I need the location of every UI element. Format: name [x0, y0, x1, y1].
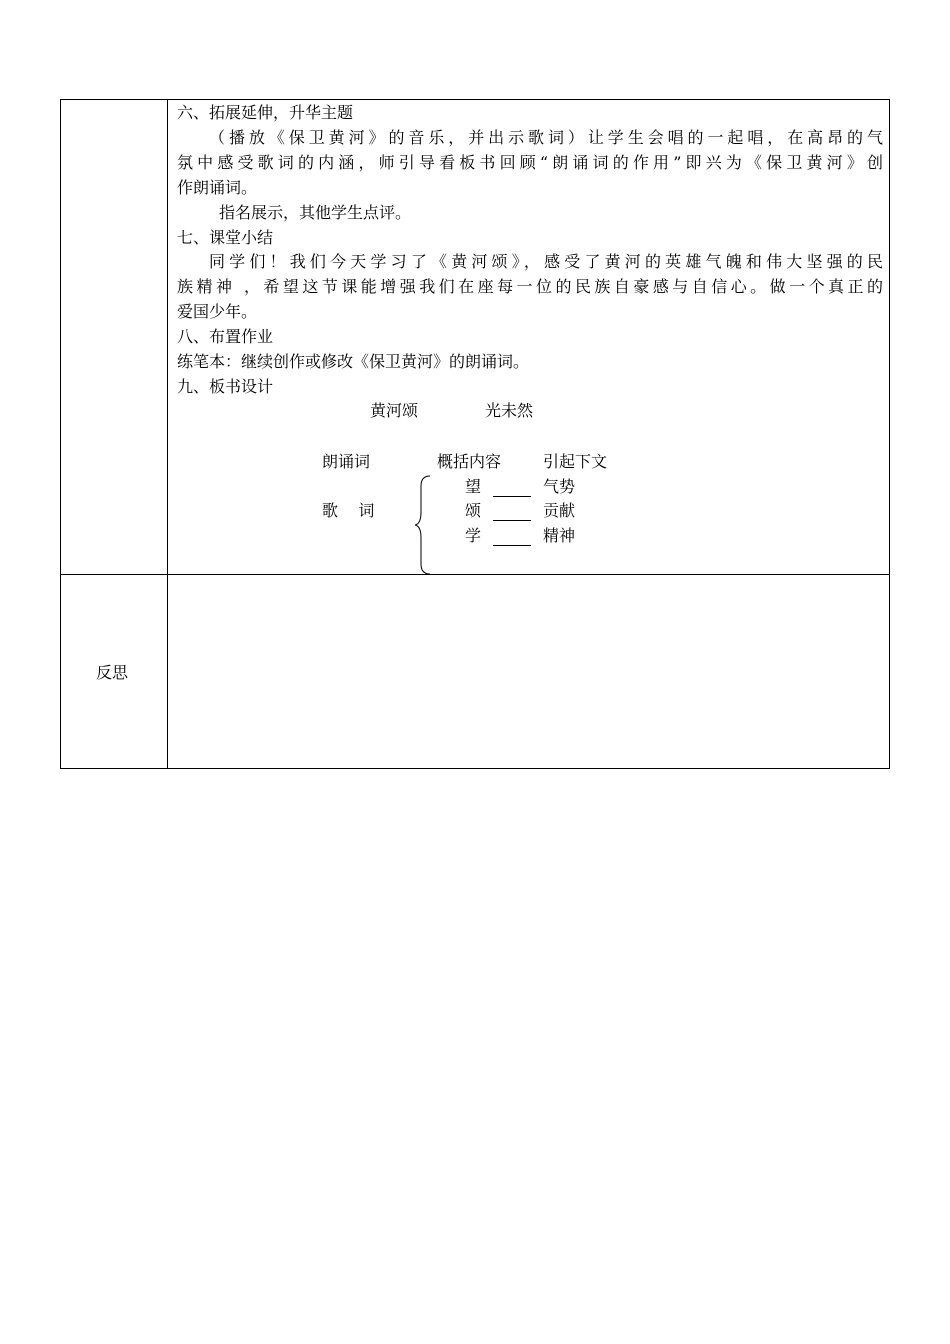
section7-heading: 七、课堂小结	[177, 228, 274, 247]
section6-para1-line1: （播放《保卫黄河》的音乐，并出示歌词）让学生会唱的一起唱，在高昂的气	[209, 128, 883, 147]
board-lyrics-label: 歌 词	[322, 501, 375, 520]
section7-line3: 爱国少年。	[177, 302, 258, 321]
board-row2-left: 颂	[465, 501, 482, 520]
section6-para1-line2: 氛中感受歌词的内涵，师引导看板书回顾“朗诵词的作用”即兴为《保卫黄河》创	[177, 153, 883, 172]
board-row1-blank	[493, 496, 531, 497]
board-author: 光未然	[485, 401, 534, 420]
column-divider	[167, 100, 168, 768]
board-row3-right: 精神	[543, 526, 576, 545]
board-recitation-label: 朗诵词	[322, 452, 371, 471]
curly-brace-icon	[413, 474, 433, 576]
board-row3-blank	[493, 545, 531, 546]
board-row1-left: 望	[465, 477, 482, 496]
section7-line2: 族精神 ，希望这节课能增强我们在座每一位的民族自豪感与自信心。做一个真正的	[177, 277, 883, 296]
board-recitation-lead: 引起下文	[543, 452, 608, 471]
section7-line1: 同学们！我们今天学习了《黄河颂》，感受了黄河的英雄气魄和伟大坚强的民	[209, 252, 883, 271]
reflection-label: 反思	[96, 663, 129, 682]
board-row2-blank	[493, 520, 531, 521]
board-recitation-summary: 概括内容	[437, 452, 502, 471]
board-row3-left: 学	[465, 526, 482, 545]
section8-heading: 八、布置作业	[177, 327, 274, 346]
section6-heading: 六、拓展延伸，升华主题	[177, 103, 354, 122]
section6-para2: 指名展示，其他学生点评。	[219, 203, 412, 222]
section8-line1: 练笔本：继续创作或修改《保卫黄河》的朗诵词。	[177, 352, 530, 371]
lesson-plan-table	[60, 99, 890, 769]
board-row2-right: 贡献	[543, 501, 576, 520]
board-row1-right: 气势	[543, 477, 576, 496]
section6-para1-line3: 作朗诵词。	[177, 178, 258, 197]
board-title: 黄河颂	[370, 401, 419, 420]
row-divider	[61, 574, 889, 575]
section9-heading: 九、板书设计	[177, 377, 274, 396]
